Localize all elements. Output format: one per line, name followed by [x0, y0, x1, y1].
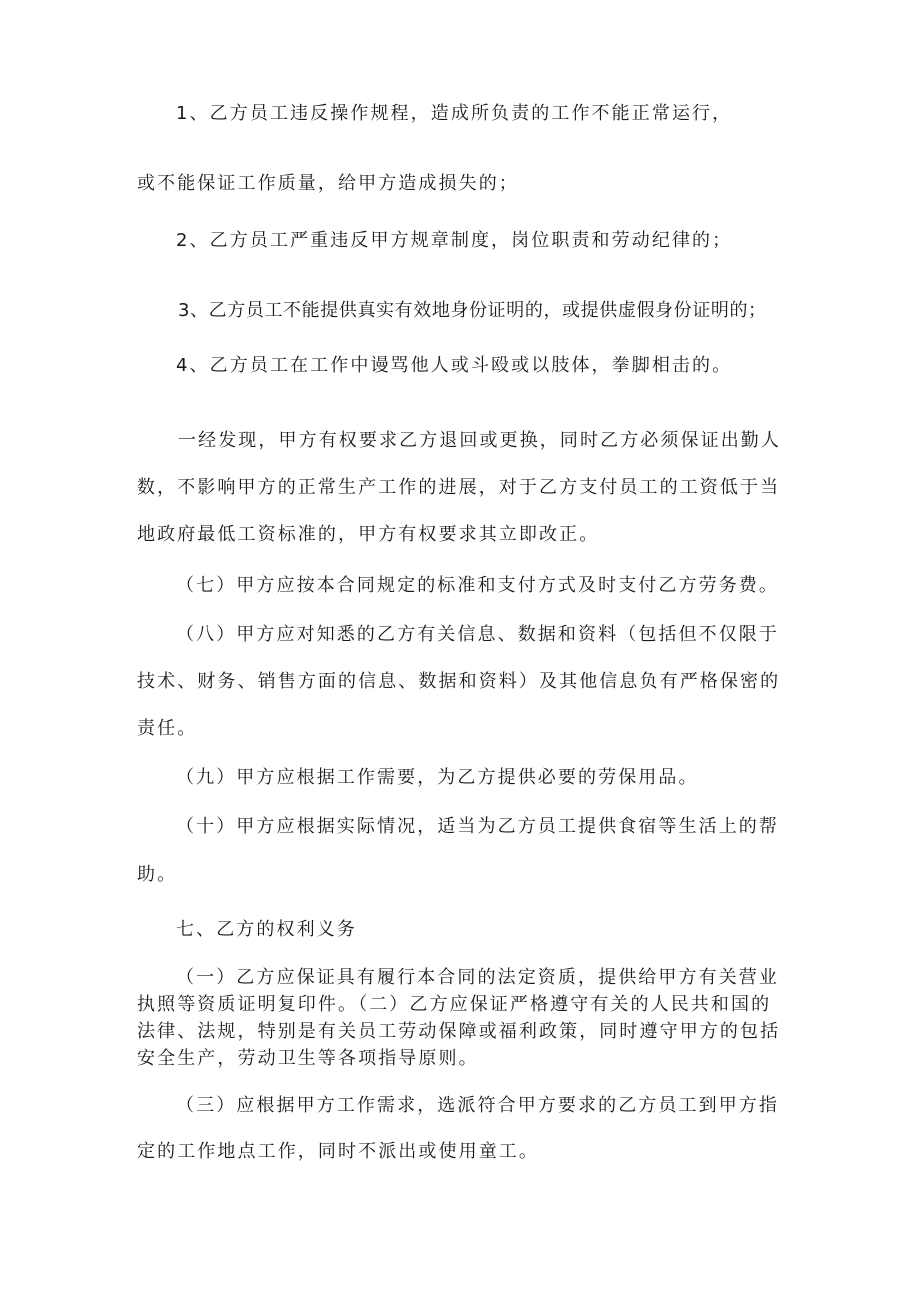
- text-line: 2、乙方员工严重违反甲方规章制度，岗位职责和劳动纪律的；: [176, 230, 733, 251]
- text-line: 法律、法规，特别是有关员工劳动保障或福利政策，同时遵守甲方的包括: [137, 1021, 781, 1042]
- text-line: （八）甲方应对知悉的乙方有关信息、数据和资料（包括但不仅限于: [176, 624, 779, 645]
- text-line: 执照等资质证明复印件。（二）乙方应保证严格遵守有关的人民共和国的: [137, 994, 772, 1015]
- text-line: （一）乙方应保证具有履行本合同的法定资质，提供给甲方有关营业: [176, 967, 779, 988]
- text-line: 或不能保证工作质量，给甲方造成损失的；: [137, 173, 519, 194]
- text-line: 技术、财务、销售方面的信息、数据和资料）及其他信息负有严格保密的: [137, 671, 781, 692]
- text-line: 定的工作地点工作，同时不派出或使用童工。: [137, 1141, 539, 1162]
- text-line: （三）应根据甲方工作需求，选派符合甲方要求的乙方员工到甲方指: [176, 1095, 779, 1116]
- text-line: （七）甲方应按本合同规定的标准和支付方式及时支付乙方劳务费。: [176, 575, 779, 596]
- text-line: 责任。: [137, 718, 198, 739]
- section-heading: 七、乙方的权利义务: [176, 919, 357, 940]
- text-line: 一经发现，甲方有权要求乙方退回或更换，同时乙方必须保证出勤人: [178, 430, 781, 451]
- text-line: 1、乙方员工违反操作规程，造成所负责的工作不能正常运行，: [176, 103, 733, 124]
- text-line: 4、乙方员工在工作中谩骂他人或斗殴或以肢体，拳脚相击的。: [176, 355, 733, 376]
- text-line: 安全生产，劳动卫生等各项指导原则。: [137, 1048, 479, 1069]
- text-line: 3、乙方员工不能提供真实有效地身份证明的，或提供虚假身份证明的；: [178, 300, 767, 321]
- text-line: （十）甲方应根据实际情况，适当为乙方员工提供食宿等生活上的帮: [176, 816, 779, 837]
- text-line: （九）甲方应根据工作需要，为乙方提供必要的劳保用品。: [176, 767, 699, 788]
- text-line: 助。: [137, 864, 178, 885]
- text-line: 地政府最低工资标准的，甲方有权要求其立即改正。: [137, 524, 600, 545]
- text-line: 数，不影响甲方的正常生产工作的进展，对于乙方支付员工的工资低于当: [137, 477, 781, 498]
